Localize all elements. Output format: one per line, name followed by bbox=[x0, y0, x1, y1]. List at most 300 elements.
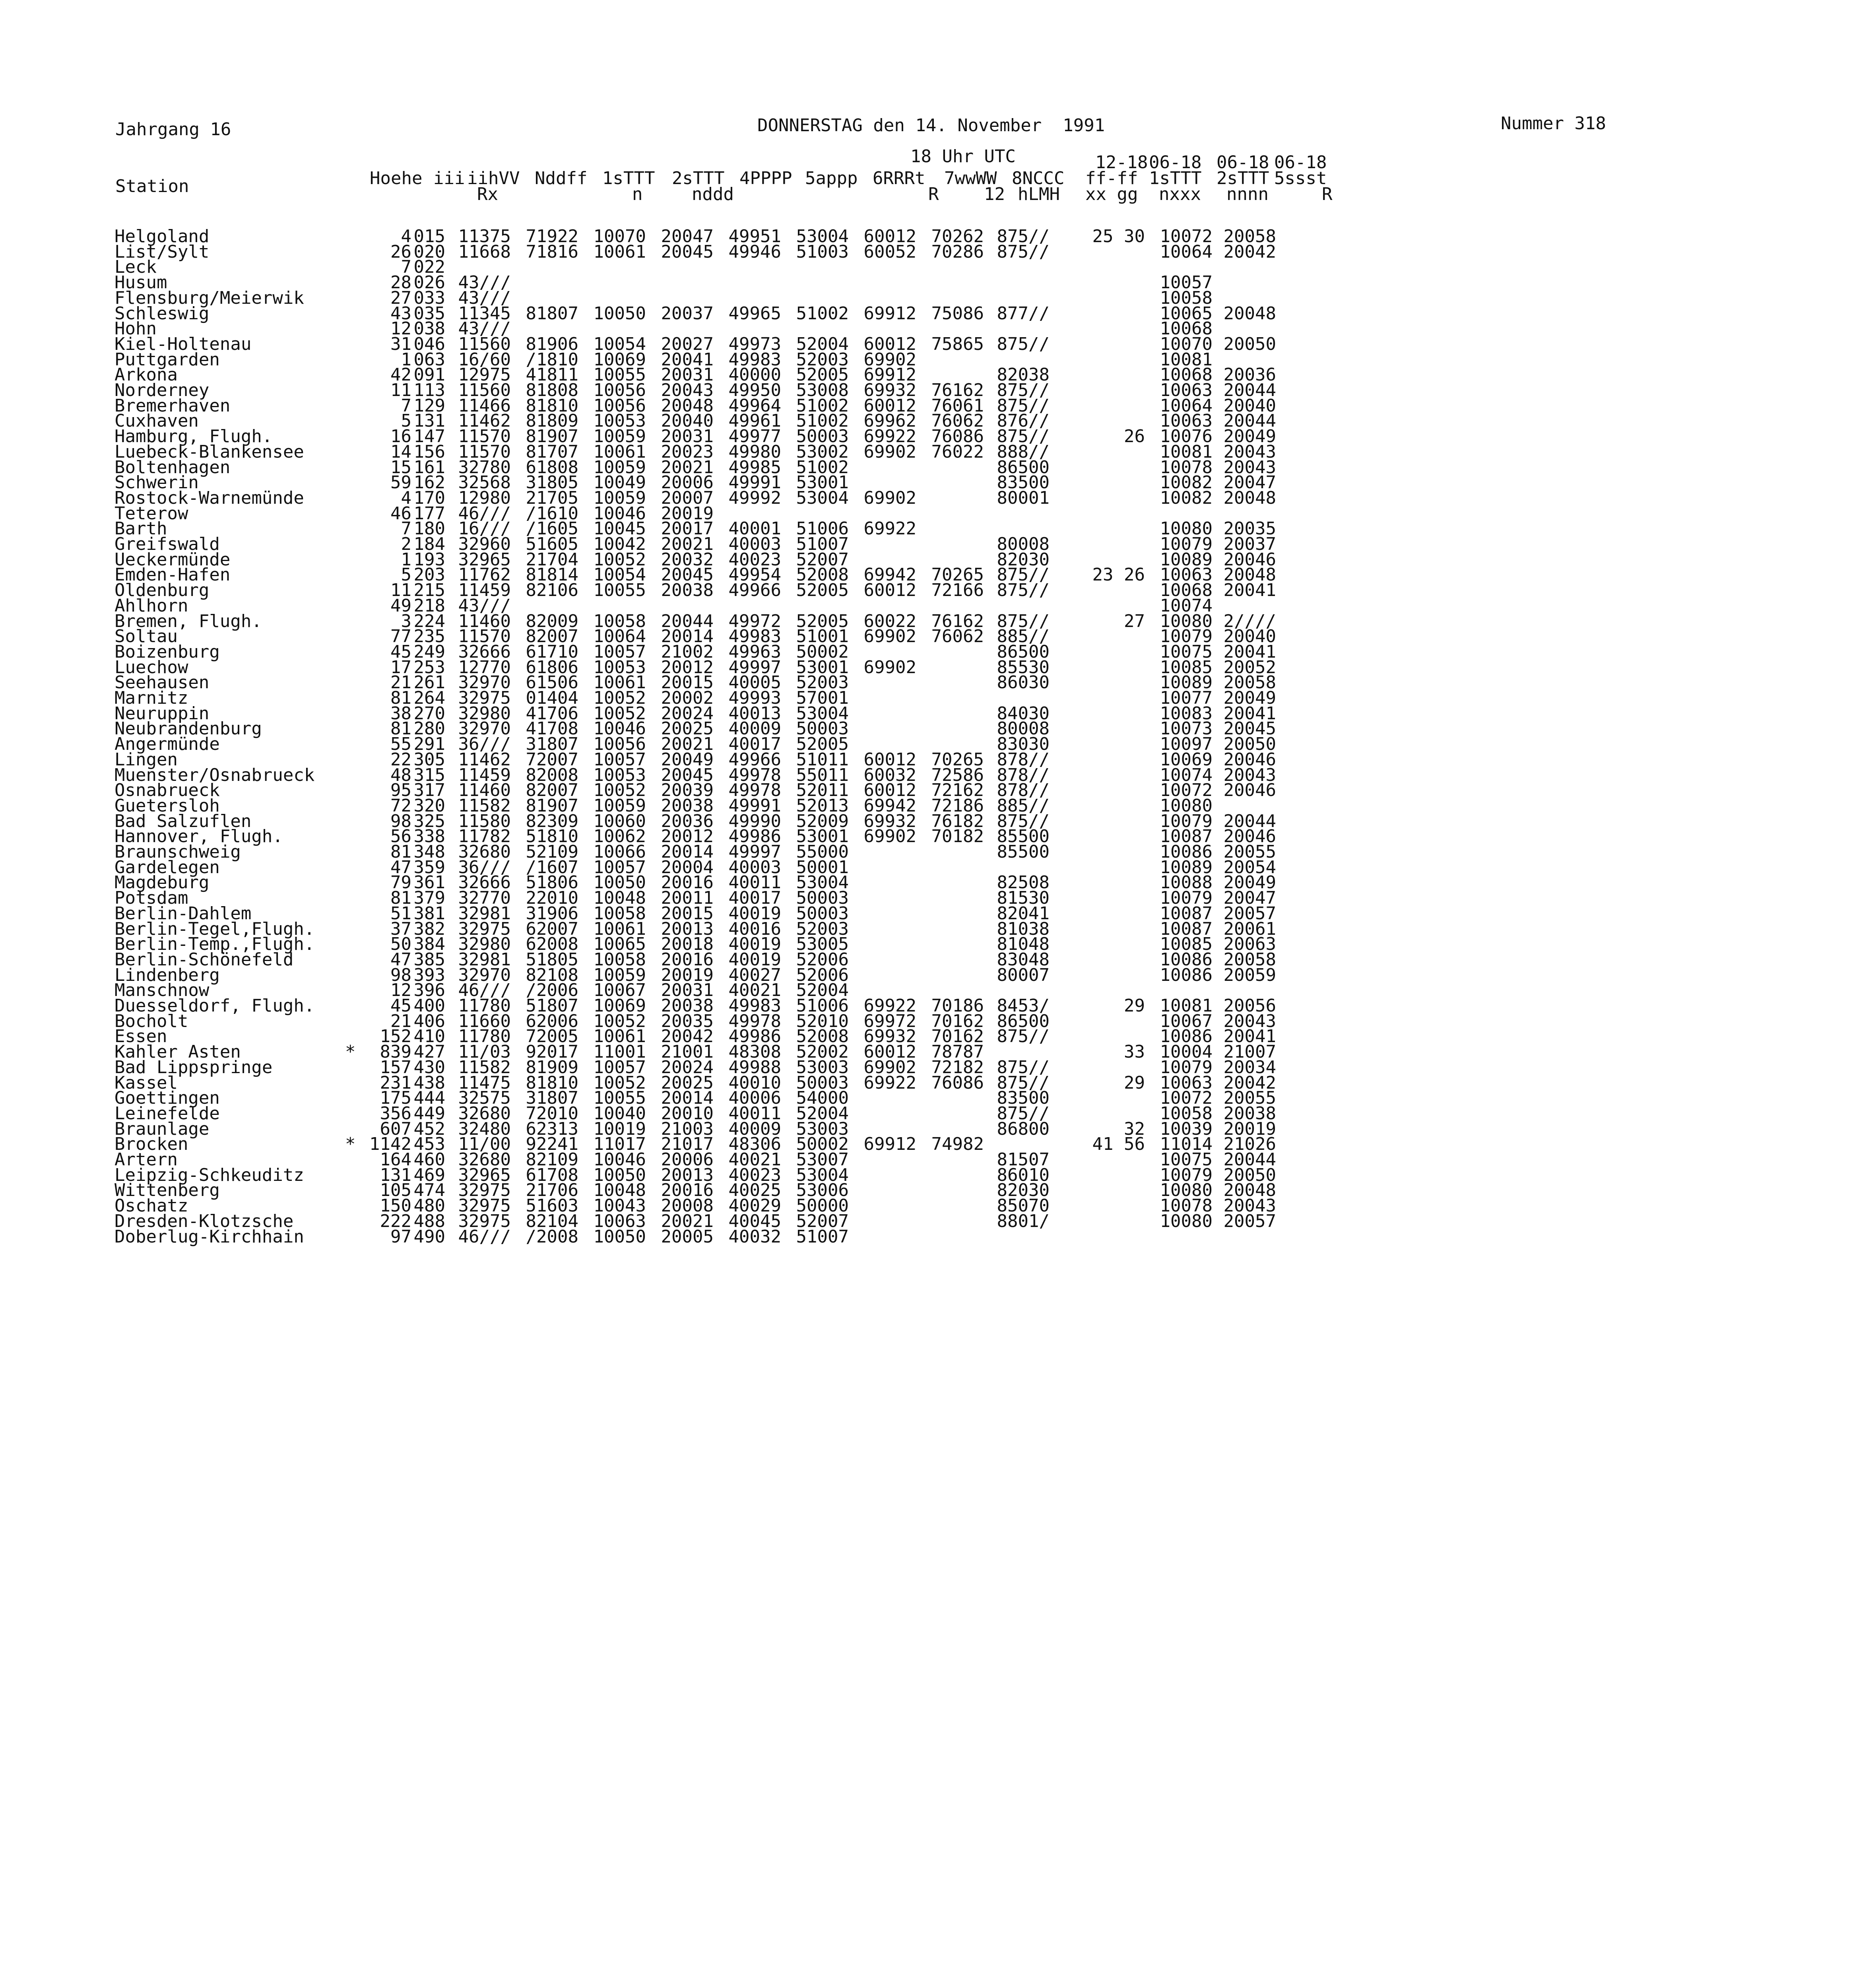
station-cell: 10042 bbox=[593, 534, 646, 554]
station-cell: 5 bbox=[401, 565, 411, 585]
station-cell: 10004 bbox=[1160, 1042, 1213, 1062]
station-cell: 488 bbox=[413, 1211, 445, 1231]
station-cell: 382 bbox=[413, 918, 445, 939]
station-cell: 32680 bbox=[458, 1103, 511, 1124]
station-cell: 81809 bbox=[526, 411, 578, 431]
station-cell: 60032 bbox=[863, 765, 916, 785]
col-appp5: 5appp bbox=[805, 168, 858, 188]
station-cell: 53001 bbox=[796, 657, 849, 678]
station-cell: 82309 bbox=[526, 811, 578, 831]
station-cell: 20045 bbox=[661, 765, 714, 785]
station-cell: 20049 bbox=[661, 749, 714, 770]
station-cell: 49997 bbox=[728, 842, 781, 862]
station-cell: 10055 bbox=[593, 1088, 646, 1109]
station-cell: 20048 bbox=[1223, 1180, 1276, 1201]
station-name: Boltenhagen bbox=[114, 457, 231, 478]
station-cell: 38 bbox=[390, 703, 411, 724]
station-cell: 76062 bbox=[931, 411, 984, 431]
station-cell: 49991 bbox=[728, 472, 781, 493]
station-cell: 76061 bbox=[931, 395, 984, 416]
station-name: Berlin-Tegel,Flugh. bbox=[114, 918, 315, 939]
station-cell: 444 bbox=[413, 1088, 445, 1109]
station-cell: 43/// bbox=[458, 272, 511, 293]
station-cell: 76022 bbox=[931, 441, 984, 462]
station-cell: 177 bbox=[413, 503, 445, 524]
station-cell: 52011 bbox=[796, 780, 849, 801]
station-cell: 11660 bbox=[458, 1011, 511, 1031]
station-cell: 69932 bbox=[863, 1026, 916, 1047]
station-cell: 10097 bbox=[1160, 734, 1213, 755]
station-cell: 10056 bbox=[593, 380, 646, 400]
station-cell: 81507 bbox=[997, 1149, 1050, 1170]
station-cell: 20058 bbox=[1223, 949, 1276, 970]
station-cell: 10058 bbox=[593, 611, 646, 631]
station-cell: 69932 bbox=[863, 811, 916, 831]
station-cell: 325 bbox=[413, 811, 445, 831]
station-cell: 60052 bbox=[863, 241, 916, 262]
station-cell: 10080 bbox=[1160, 1211, 1213, 1231]
station-cell: 10070 bbox=[1160, 334, 1213, 354]
station-name: Neuruppin bbox=[114, 703, 210, 724]
station-cell: 875// bbox=[997, 226, 1050, 247]
station-cell: 12975 bbox=[458, 365, 511, 385]
station-cell: 10053 bbox=[593, 411, 646, 431]
station-cell: 131 bbox=[413, 411, 445, 431]
station-cell: 11580 bbox=[458, 811, 511, 831]
station-cell: 51806 bbox=[526, 872, 578, 893]
station-cell: 83030 bbox=[997, 734, 1050, 755]
col-t1-c: nxxx bbox=[1159, 184, 1201, 204]
station-cell: 43/// bbox=[458, 595, 511, 616]
station-cell: 20058 bbox=[1223, 226, 1276, 247]
col-ff-c: xx gg bbox=[1085, 184, 1138, 204]
station-name: Barth bbox=[114, 518, 167, 539]
station-cell: 222 bbox=[380, 1211, 411, 1231]
station-cell: 40003 bbox=[728, 857, 781, 878]
station-cell: 10079 bbox=[1160, 811, 1213, 831]
station-cell: 95 bbox=[390, 780, 411, 801]
station-cell: 46/// bbox=[458, 1226, 511, 1247]
station-cell: 49983 bbox=[728, 626, 781, 647]
station-cell: 52002 bbox=[796, 1042, 849, 1062]
station-cell: 82009 bbox=[526, 611, 578, 631]
station-cell: 875// bbox=[997, 1072, 1050, 1093]
station-cell: 49946 bbox=[728, 241, 781, 262]
station-marker: * bbox=[345, 1042, 356, 1062]
station-cell: 40006 bbox=[728, 1088, 781, 1109]
station-cell: 20019 bbox=[661, 965, 714, 985]
station-cell: 11780 bbox=[458, 996, 511, 1016]
station-cell: 11/00 bbox=[458, 1134, 511, 1155]
station-name: Rostock-Warnemünde bbox=[114, 487, 304, 508]
station-cell: 406 bbox=[413, 1011, 445, 1031]
station-cell: 69922 bbox=[863, 996, 916, 1016]
station-cell: 31807 bbox=[526, 1088, 578, 1109]
station-cell: 20040 bbox=[661, 411, 714, 431]
station-cell: 31807 bbox=[526, 734, 578, 755]
station-cell: 49966 bbox=[728, 580, 781, 601]
station-name: Neubrandenburg bbox=[114, 718, 262, 739]
station-cell: 359 bbox=[413, 857, 445, 878]
station-row bbox=[114, 257, 1307, 278]
station-cell: 10057 bbox=[593, 1057, 646, 1077]
station-cell: 51807 bbox=[526, 996, 578, 1016]
station-cell: 82007 bbox=[526, 626, 578, 647]
station-cell: 85500 bbox=[997, 842, 1050, 862]
station-cell: 11460 bbox=[458, 611, 511, 631]
station-cell: 76162 bbox=[931, 611, 984, 631]
station-cell: 49985 bbox=[728, 457, 781, 478]
station-cell: 82108 bbox=[526, 965, 578, 985]
station-cell: 10058 bbox=[1160, 1103, 1213, 1124]
station-cell: 10061 bbox=[593, 241, 646, 262]
station-cell: 31 bbox=[390, 334, 411, 354]
station-cell: 21002 bbox=[661, 641, 714, 662]
station-cell: 10059 bbox=[593, 426, 646, 447]
station-cell: /1810 bbox=[526, 349, 578, 370]
station-cell: 10068 bbox=[1160, 318, 1213, 339]
station-cell: 69922 bbox=[863, 518, 916, 539]
station-name: Ueckermünde bbox=[114, 549, 231, 570]
col-iihvv-sub: Rx bbox=[477, 184, 498, 204]
col-ww7-sub: 12 bbox=[984, 184, 1005, 204]
station-cell: 875// bbox=[997, 611, 1050, 631]
col-rrr6-sub: R bbox=[928, 184, 939, 204]
station-cell: 82041 bbox=[997, 903, 1050, 924]
station-cell: 026 bbox=[413, 272, 445, 293]
station-cell: 49980 bbox=[728, 441, 781, 462]
station-cell: 31906 bbox=[526, 903, 578, 924]
station-cell: 40021 bbox=[728, 980, 781, 1001]
station-cell: 11668 bbox=[458, 241, 511, 262]
station-cell: 105 bbox=[380, 1180, 411, 1201]
station-cell: 69902 bbox=[863, 487, 916, 508]
station-name: Hohn bbox=[114, 318, 157, 339]
station-cell: 01404 bbox=[526, 688, 578, 708]
station-cell: 161 bbox=[413, 457, 445, 478]
station-cell: 10072 bbox=[1160, 780, 1213, 801]
station-cell: 21007 bbox=[1223, 1042, 1276, 1062]
station-cell: 49954 bbox=[728, 565, 781, 585]
station-cell: 20049 bbox=[1223, 872, 1276, 893]
station-cell: 85500 bbox=[997, 826, 1050, 847]
station-cell: 022 bbox=[413, 257, 445, 278]
station-cell: 20044 bbox=[1223, 811, 1276, 831]
station-cell: 1 bbox=[401, 349, 411, 370]
station-cell: 11475 bbox=[458, 1072, 511, 1093]
station-cell: 20047 bbox=[1223, 472, 1276, 493]
station-cell: 356 bbox=[380, 1103, 411, 1124]
station-cell: 20048 bbox=[1223, 487, 1276, 508]
station-cell: 40032 bbox=[728, 1226, 781, 1247]
station-cell: 51605 bbox=[526, 534, 578, 554]
station-cell: 74982 bbox=[931, 1134, 984, 1155]
station-cell: 193 bbox=[413, 549, 445, 570]
station-name: Potsdam bbox=[114, 888, 188, 909]
station-cell: 69902 bbox=[863, 349, 916, 370]
station-cell: 156 bbox=[413, 441, 445, 462]
station-cell: 53006 bbox=[796, 1180, 849, 1201]
station-cell: 10067 bbox=[1160, 1011, 1213, 1031]
station-row bbox=[114, 241, 1307, 262]
station-cell: 20017 bbox=[661, 518, 714, 539]
station-cell: 015 bbox=[413, 226, 445, 247]
station-cell: 57001 bbox=[796, 688, 849, 708]
station-cell: 32970 bbox=[458, 718, 511, 739]
station-cell: 51002 bbox=[796, 395, 849, 416]
station-cell: 5 bbox=[401, 411, 411, 431]
station-cell: 10019 bbox=[593, 1118, 646, 1139]
station-cell: 50000 bbox=[796, 1196, 849, 1216]
station-cell: 80008 bbox=[997, 718, 1050, 739]
station-cell: 20057 bbox=[1223, 1211, 1276, 1231]
station-cell: 8801/ bbox=[997, 1211, 1050, 1231]
station-cell: 12980 bbox=[458, 487, 511, 508]
station-cell: 20018 bbox=[661, 934, 714, 955]
station-cell: 69902 bbox=[863, 657, 916, 678]
station-name: Norderney bbox=[114, 380, 210, 400]
station-cell: 10059 bbox=[593, 965, 646, 985]
station-cell: 49997 bbox=[728, 657, 781, 678]
station-cell: 460 bbox=[413, 1149, 445, 1170]
station-cell: 878// bbox=[997, 780, 1050, 801]
station-cell: 40045 bbox=[728, 1211, 781, 1231]
station-cell: 20054 bbox=[1223, 857, 1276, 878]
station-cell: 10064 bbox=[1160, 241, 1213, 262]
station-name: Hannover, Flugh. bbox=[114, 826, 283, 847]
station-cell: 82104 bbox=[526, 1211, 578, 1231]
station-row bbox=[114, 303, 1307, 324]
station-cell: /1607 bbox=[526, 857, 578, 878]
col-ttt1-sub: n bbox=[632, 184, 643, 204]
station-cell: 11345 bbox=[458, 303, 511, 324]
station-cell: 40023 bbox=[728, 1165, 781, 1185]
station-cell: 43 bbox=[390, 303, 411, 324]
station-cell: 50003 bbox=[796, 903, 849, 924]
station-cell: 10079 bbox=[1160, 1057, 1213, 1077]
station-name: Marnitz bbox=[114, 688, 188, 708]
station-name: Soltau bbox=[114, 626, 178, 647]
station-cell: 10049 bbox=[593, 472, 646, 493]
station-name: Guetersloh bbox=[114, 795, 220, 816]
station-cell: 875// bbox=[997, 1057, 1050, 1077]
station-cell: 20055 bbox=[1223, 842, 1276, 862]
station-cell: 11017 bbox=[593, 1134, 646, 1155]
station-cell: 40017 bbox=[728, 888, 781, 909]
station-cell: 480 bbox=[413, 1196, 445, 1216]
station-cell: 20038 bbox=[1223, 1103, 1276, 1124]
station-cell: 10052 bbox=[593, 780, 646, 801]
station-cell: 40000 bbox=[728, 365, 781, 385]
station-cell: 20040 bbox=[1223, 626, 1276, 647]
station-cell: 52006 bbox=[796, 965, 849, 985]
station-cell: 52003 bbox=[796, 672, 849, 693]
station-cell: 10086 bbox=[1160, 1026, 1213, 1047]
station-cell: 42 bbox=[390, 365, 411, 385]
station-cell: 20059 bbox=[1223, 965, 1276, 985]
station-cell: /1605 bbox=[526, 518, 578, 539]
station-cell: 49978 bbox=[728, 765, 781, 785]
station-cell: 10053 bbox=[593, 657, 646, 678]
station-cell: 49978 bbox=[728, 1011, 781, 1031]
station-cell: 80001 bbox=[997, 487, 1050, 508]
station-cell: 875// bbox=[997, 380, 1050, 400]
col-ww7: 7wwWW bbox=[944, 168, 997, 188]
col-t1-a: 06-18 bbox=[1149, 152, 1202, 173]
station-cell: 20014 bbox=[661, 1088, 714, 1109]
station-cell: 72166 bbox=[931, 580, 984, 601]
station-cell: 10080 bbox=[1160, 611, 1213, 631]
station-cell: 76162 bbox=[931, 380, 984, 400]
station-cell: 40003 bbox=[728, 534, 781, 554]
station-cell: 20046 bbox=[1223, 826, 1276, 847]
station-cell: 20050 bbox=[1223, 334, 1276, 354]
station-name: Brocken bbox=[114, 1134, 188, 1155]
station-cell: 20024 bbox=[661, 703, 714, 724]
station-cell: 50003 bbox=[796, 888, 849, 909]
station-cell: 40011 bbox=[728, 872, 781, 893]
station-cell: 396 bbox=[413, 980, 445, 1001]
station-cell: 1 bbox=[401, 549, 411, 570]
station-cell: 20044 bbox=[661, 611, 714, 631]
station-cell: 51007 bbox=[796, 534, 849, 554]
station-cell: 20016 bbox=[661, 872, 714, 893]
station-cell: 885// bbox=[997, 626, 1050, 647]
station-cell: 20037 bbox=[1223, 534, 1276, 554]
station-cell: 249 bbox=[413, 641, 445, 662]
station-cell: 14 bbox=[390, 441, 411, 462]
station-cell: 20042 bbox=[661, 1026, 714, 1047]
station-cell: 10046 bbox=[593, 1149, 646, 1170]
station-cell: 53003 bbox=[796, 1118, 849, 1139]
station-cell: 063 bbox=[413, 349, 445, 370]
station-cell: 10086 bbox=[1160, 842, 1213, 862]
station-cell: 80008 bbox=[997, 534, 1050, 554]
station-cell: 52004 bbox=[796, 980, 849, 1001]
station-cell: 317 bbox=[413, 780, 445, 801]
station-cell: 82030 bbox=[997, 1180, 1050, 1201]
station-cell: 430 bbox=[413, 1057, 445, 1077]
station-cell: 53002 bbox=[796, 441, 849, 462]
station-cell: 10050 bbox=[593, 303, 646, 324]
station-cell: 23 26 bbox=[1092, 565, 1145, 585]
station-cell: 20004 bbox=[661, 857, 714, 878]
station-cell: 86500 bbox=[997, 641, 1050, 662]
station-cell: 75086 bbox=[931, 303, 984, 324]
station-cell: 10065 bbox=[1160, 303, 1213, 324]
station-cell: 10055 bbox=[593, 365, 646, 385]
station-cell: 20045 bbox=[661, 565, 714, 585]
station-cell: 51603 bbox=[526, 1196, 578, 1216]
station-cell: 52005 bbox=[796, 611, 849, 631]
station-cell: 32965 bbox=[458, 549, 511, 570]
station-cell: 20041 bbox=[1223, 703, 1276, 724]
station-cell: 82008 bbox=[526, 765, 578, 785]
station-name: Bad Salzuflen bbox=[114, 811, 252, 831]
station-cell: 10079 bbox=[1160, 888, 1213, 909]
station-cell: 49991 bbox=[728, 795, 781, 816]
time-label: 18 Uhr UTC bbox=[910, 146, 1016, 167]
station-cell: 32575 bbox=[458, 1088, 511, 1109]
station-cell: 20013 bbox=[661, 1165, 714, 1185]
station-cell: 48 bbox=[390, 765, 411, 785]
station-cell: 52005 bbox=[796, 734, 849, 755]
station-cell: 20006 bbox=[661, 1149, 714, 1170]
station-cell: 11 bbox=[390, 380, 411, 400]
station-cell: 10082 bbox=[1160, 472, 1213, 493]
station-cell: 875// bbox=[997, 1026, 1050, 1047]
station-cell: 32 bbox=[1124, 1118, 1145, 1139]
station-cell: 52009 bbox=[796, 811, 849, 831]
station-cell: 20021 bbox=[661, 734, 714, 755]
station-name: Greifswald bbox=[114, 534, 220, 554]
station-cell: 69962 bbox=[863, 411, 916, 431]
station-cell: 20014 bbox=[661, 842, 714, 862]
station-cell: 10039 bbox=[1160, 1118, 1213, 1139]
station-cell: 10052 bbox=[593, 703, 646, 724]
station-cell: 10054 bbox=[593, 565, 646, 585]
station-cell: 20002 bbox=[661, 688, 714, 708]
station-cell: 52003 bbox=[796, 349, 849, 370]
station-cell: 21017 bbox=[661, 1134, 714, 1155]
col-s5-c: R bbox=[1322, 184, 1333, 204]
station-cell: 49983 bbox=[728, 996, 781, 1016]
station-cell: 10057 bbox=[593, 749, 646, 770]
station-cell: 20010 bbox=[661, 1103, 714, 1124]
station-cell: 62008 bbox=[526, 934, 578, 955]
station-cell: 51011 bbox=[796, 749, 849, 770]
station-cell: 20011 bbox=[661, 888, 714, 909]
station-cell: 20035 bbox=[661, 1011, 714, 1031]
station-cell: 32975 bbox=[458, 1180, 511, 1201]
station-cell: 20047 bbox=[1223, 888, 1276, 909]
station-cell: 20038 bbox=[661, 996, 714, 1016]
station-marker: * bbox=[345, 1134, 356, 1155]
station-cell: 40001 bbox=[728, 518, 781, 539]
station-cell: 490 bbox=[413, 1226, 445, 1247]
station-name: Teterow bbox=[114, 503, 188, 524]
station-cell: 10087 bbox=[1160, 903, 1213, 924]
station-cell: 315 bbox=[413, 765, 445, 785]
station-cell: 20048 bbox=[1223, 303, 1276, 324]
station-cell: 78787 bbox=[931, 1042, 984, 1062]
station-cell: 10080 bbox=[1160, 795, 1213, 816]
station-cell: 875// bbox=[997, 334, 1050, 354]
station-cell: 11560 bbox=[458, 334, 511, 354]
station-cell: 157 bbox=[380, 1057, 411, 1077]
station-cell: 32981 bbox=[458, 903, 511, 924]
station-cell: 32680 bbox=[458, 1149, 511, 1170]
station-cell: 361 bbox=[413, 872, 445, 893]
station-cell: 82508 bbox=[997, 872, 1050, 893]
station-cell: 83500 bbox=[997, 472, 1050, 493]
station-name: Magdeburg bbox=[114, 872, 210, 893]
station-cell: 16 bbox=[390, 426, 411, 447]
station-cell: 70265 bbox=[931, 749, 984, 770]
station-cell: 12 bbox=[390, 980, 411, 1001]
station-cell: 69902 bbox=[863, 441, 916, 462]
station-cell: 43/// bbox=[458, 287, 511, 308]
station-cell: 218 bbox=[413, 595, 445, 616]
station-cell: 10082 bbox=[1160, 487, 1213, 508]
station-cell: 10053 bbox=[593, 765, 646, 785]
station-cell: 607 bbox=[380, 1118, 411, 1139]
station-cell: 10079 bbox=[1160, 626, 1213, 647]
station-cell: 97 bbox=[390, 1226, 411, 1247]
station-cell: 60012 bbox=[863, 395, 916, 416]
station-cell: 038 bbox=[413, 318, 445, 339]
station-cell: 20043 bbox=[661, 380, 714, 400]
